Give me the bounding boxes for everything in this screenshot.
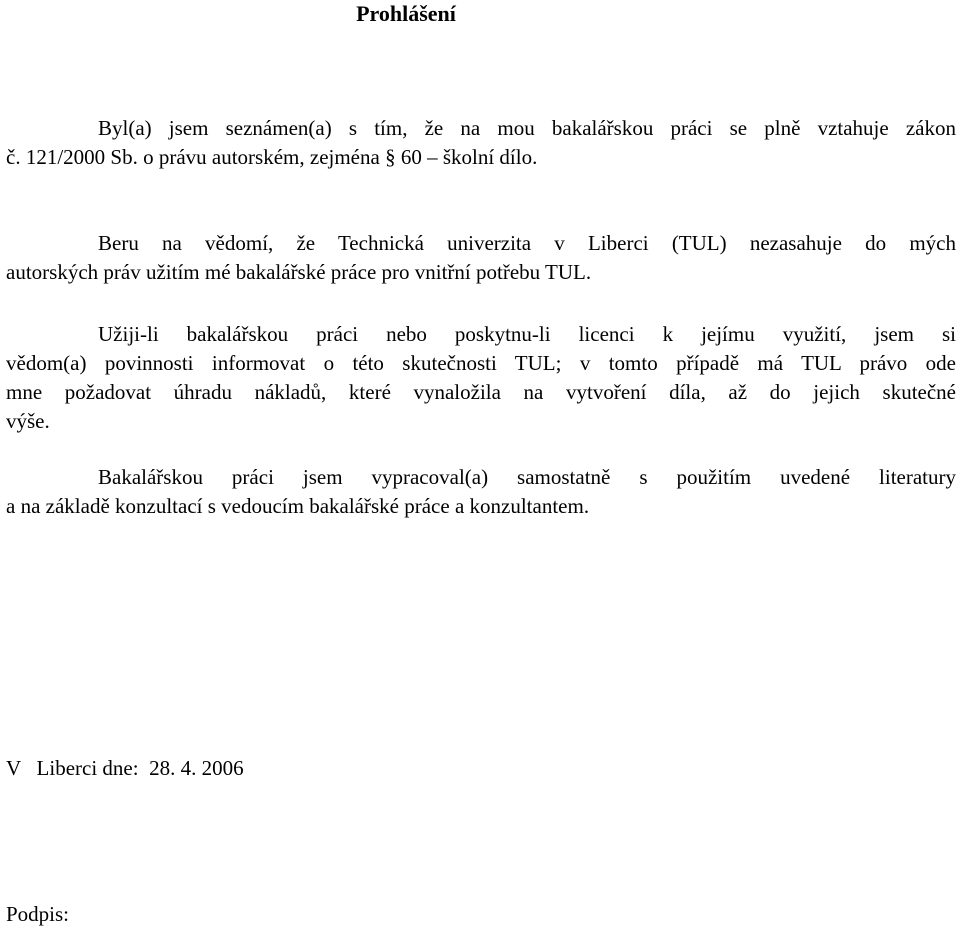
- signature-label: Podpis:: [6, 902, 70, 926]
- page-title: Prohlášení: [356, 1, 456, 26]
- paragraph-license-obligation: [6, 320, 956, 436]
- paragraph-line: výše.: [6, 409, 50, 433]
- paragraph-independent-work: [6, 463, 956, 521]
- paragraph-line: a na základě konzultací s vedoucím bakalářské práce a konzultantem.: [6, 494, 590, 518]
- paragraph-line: Byl(a) jsem seznámen(a) s tím, že na mou bakalářskou práci se plně vztahuje zákon: [98, 116, 956, 140]
- paragraph-line: č. 121/2000 Sb. o právu autorském, zejména § 60 – školní dílo.: [6, 145, 538, 169]
- paragraph-line: Užiji-li bakalářskou práci nebo poskytnu-li licenci k jejímu využití, jsem si: [98, 322, 956, 346]
- paragraph-copyright-law: [6, 114, 956, 172]
- paragraph-line: vědom(a) povinnosti informovat o této skutečnosti TUL; v tomto případě má TUL právo ode: [6, 351, 956, 375]
- paragraph-line: autorských práv užitím mé bakalářské práce pro vnitřní potřebu TUL.: [6, 260, 592, 284]
- paragraph-tul-rights: [6, 229, 956, 287]
- place-and-date: V Liberci dne: 28. 4. 2006: [6, 756, 244, 780]
- paragraph-line: mne požadovat úhradu nákladů, které vynaložila na vytvoření díla, až do jejich skutečné: [6, 380, 956, 404]
- paragraph-line: Bakalářskou práci jsem vypracoval(a) samostatně s použitím uvedené literatury: [98, 465, 956, 489]
- paragraph-line: Beru na vědomí, že Technická univerzita v Liberci (TUL) nezasahuje do mých: [98, 231, 956, 255]
